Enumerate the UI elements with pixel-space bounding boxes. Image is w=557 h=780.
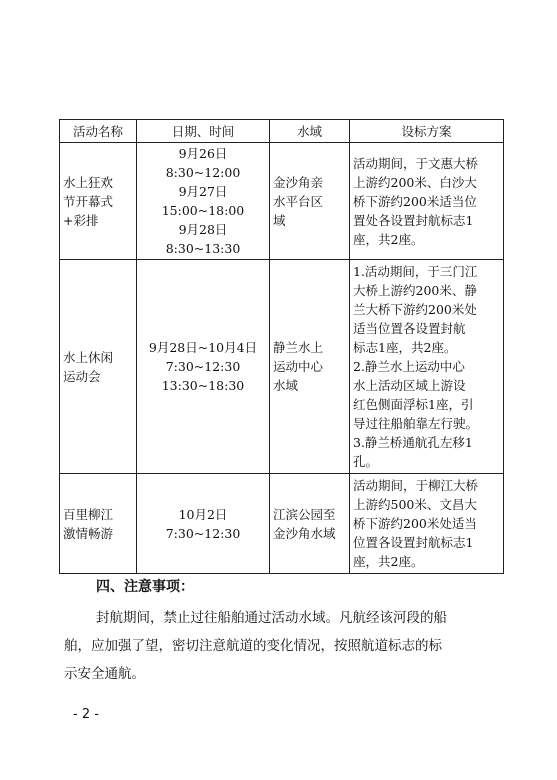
marker-plan-line: 红色侧面浮标1座，引 bbox=[353, 397, 474, 412]
water-area-line: 域 bbox=[273, 212, 286, 228]
marker-plan-line: 标志1座，共2座。 bbox=[353, 340, 457, 355]
notice-paragraph bbox=[64, 604, 504, 688]
marker-plan-line: 上游约500米、文昌大 bbox=[353, 497, 477, 512]
marker-plan-line: 适当位置各设置封航 bbox=[353, 321, 466, 336]
marker-plan-line: 桥下游约200米处适当 bbox=[353, 516, 477, 531]
water-area-cell bbox=[270, 474, 350, 574]
marker-plan-line: 座，共2座。 bbox=[353, 231, 424, 247]
header-date-time: 日期、时间 bbox=[137, 120, 270, 143]
activity-name-cell bbox=[60, 260, 137, 474]
marker-plan-cell bbox=[350, 143, 504, 260]
page-number: - 2 - bbox=[73, 707, 99, 722]
header-water-area: 水域 bbox=[270, 120, 350, 143]
water-area-line: 水域 bbox=[273, 378, 299, 393]
date-time-line: 7:30~12:30 bbox=[165, 359, 241, 374]
marker-plan-cell bbox=[350, 260, 504, 474]
marker-plan-line: 大桥上游约200米、静 bbox=[353, 283, 477, 298]
water-area-line: 江滨公园至 bbox=[273, 506, 336, 522]
marker-plan-line: 导过往船舶靠左行驶。 bbox=[353, 416, 479, 431]
date-time-cell bbox=[137, 474, 270, 574]
marker-plan-line: 位置各设置封航标志1 bbox=[353, 535, 474, 550]
activity-name-cell bbox=[60, 143, 137, 260]
water-area-cell bbox=[270, 143, 350, 260]
header-activity-name: 活动名称 bbox=[60, 120, 137, 143]
water-area-cell bbox=[270, 260, 350, 474]
activity-name-line: +彩排 bbox=[63, 212, 99, 228]
marker-plan-line: 水上活动区域上游设 bbox=[353, 378, 466, 393]
paragraph-line: 示安全通航。 bbox=[64, 666, 145, 682]
activity-name-line: 水上休闲 bbox=[63, 349, 114, 365]
activity-name-cell bbox=[60, 474, 137, 574]
date-time-line: 7:30~12:30 bbox=[165, 525, 241, 541]
marker-plan-line: 活动期间，于柳江大桥 bbox=[353, 478, 479, 493]
paragraph-line: 封航期间，禁止过往船舶通过活动水域。凡航经该河段的船 bbox=[96, 610, 447, 626]
activity-name-line: 运动会 bbox=[63, 368, 101, 384]
marker-plan-line: 座，共2座。 bbox=[353, 554, 424, 569]
date-time-line: 9月27日 bbox=[178, 184, 228, 199]
water-area-line: 静兰水上 bbox=[273, 340, 324, 355]
event-schedule-table bbox=[59, 119, 504, 574]
marker-plan-line: 活动期间，于文惠大桥 bbox=[353, 155, 479, 171]
marker-plan-cell bbox=[350, 474, 504, 574]
marker-plan-line: 孔。 bbox=[353, 454, 379, 469]
activity-name-line: 水上狂欢 bbox=[63, 174, 114, 190]
date-time-line: 8:30~13:30 bbox=[165, 241, 241, 256]
marker-plan-line: 2.静兰水上运动中心 bbox=[353, 359, 465, 374]
water-area-line: 金沙角亲 bbox=[273, 174, 324, 190]
activity-name-line: 节开幕式 bbox=[63, 193, 114, 209]
table-row bbox=[60, 260, 504, 474]
section-heading: 四、注意事项： bbox=[96, 579, 194, 595]
water-area-line: 金沙角水域 bbox=[273, 525, 336, 541]
marker-plan-line: 兰大桥下游约200米处 bbox=[353, 302, 477, 317]
marker-plan-line: 3.静兰桥通航孔左移1 bbox=[353, 435, 473, 450]
table-row bbox=[60, 143, 504, 260]
date-time-line: 13:30~18:30 bbox=[161, 378, 245, 393]
date-time-cell bbox=[137, 143, 270, 260]
table-header-row bbox=[60, 120, 504, 143]
date-time-line: 9月28日 bbox=[178, 222, 228, 237]
marker-plan-line: 1.活动期间，于三门江 bbox=[353, 264, 478, 279]
date-time-line: 10月2日 bbox=[178, 506, 228, 522]
date-time-line: 15:00~18:00 bbox=[161, 203, 245, 218]
table-row bbox=[60, 474, 504, 574]
activity-name-line: 激情畅游 bbox=[63, 525, 114, 541]
water-area-line: 运动中心 bbox=[273, 359, 324, 374]
paragraph-line: 舶，应加强了望，密切注意航道的变化情况，按照航道标志的标 bbox=[64, 638, 442, 654]
date-time-line: 9月26日 bbox=[178, 146, 228, 161]
date-time-cell bbox=[137, 260, 270, 474]
activity-name-line: 百里柳江 bbox=[63, 506, 114, 522]
marker-plan-line: 置处各设置封航标志1 bbox=[353, 212, 474, 228]
header-marker-plan: 设标方案 bbox=[350, 120, 504, 143]
marker-plan-line: 桥下游约200米适当位 bbox=[353, 193, 477, 209]
date-time-line: 9月28日~10月4日 bbox=[148, 340, 258, 355]
water-area-line: 水平台区 bbox=[273, 193, 324, 209]
date-time-line: 8:30~12:00 bbox=[165, 165, 241, 180]
marker-plan-line: 上游约200米、白沙大 bbox=[353, 174, 477, 190]
